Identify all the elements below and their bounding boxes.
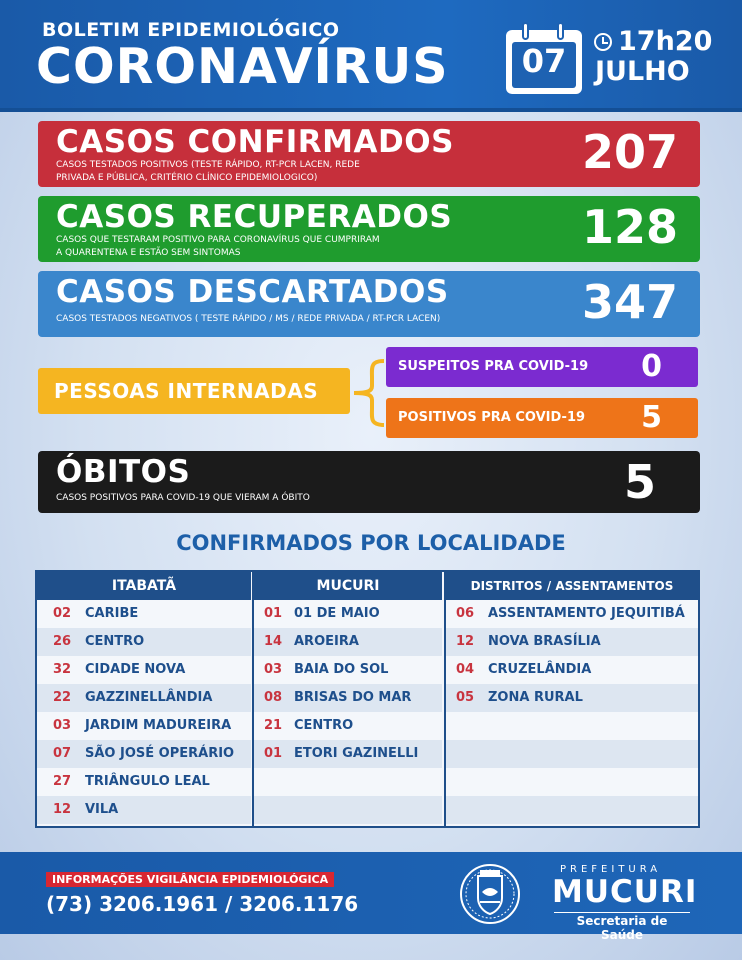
deaths-count: 5: [623, 455, 656, 509]
locality-column-districts: [444, 572, 698, 826]
phone-numbers: (73) 3206.1961 / 3206.1176: [46, 892, 359, 916]
table-row-empty: [446, 712, 698, 740]
date-day: 07: [521, 42, 567, 80]
table-row: 04 CRUZELÂNDIA: [446, 656, 698, 684]
table-row-empty: [254, 768, 442, 796]
table-row: 01 01 DE MAIO: [254, 600, 442, 628]
bulletin-time: 17h20: [618, 26, 713, 57]
hospitalized-label: PESSOAS INTERNADAS: [38, 368, 350, 414]
recovered-cases-description: CASOS QUE TESTARAM POSITIVO PARA CORONAVÍRUS QUE CUMPRIRAM A QUARENTENA E ESTÃO SEM SINTOMAS: [56, 235, 380, 258]
suspected-covid-card: [386, 347, 698, 387]
recovered-cases-title: CASOS RECUPERADOS: [56, 199, 453, 235]
deaths-title: ÓBITOS: [56, 454, 191, 490]
calendar-icon: [506, 30, 582, 94]
table-row: 01 ETORI GAZINELLI: [254, 740, 442, 768]
table-row: 12 VILA: [37, 796, 251, 824]
prefeitura-label: PREFEITURA: [560, 864, 662, 875]
table-row: 07 SÃO JOSÉ OPERÁRIO: [37, 740, 251, 768]
positive-covid-card: [386, 398, 698, 438]
column-header: DISTRITOS / ASSENTAMENTOS: [446, 572, 698, 600]
locality-column-itabata: [37, 572, 251, 826]
health-secretariat-label: Secretaria de Saúde: [554, 912, 690, 942]
table-row: 22 GAZZINELLÂNDIA: [37, 684, 251, 712]
positive-covid-count: 5: [641, 400, 662, 435]
locality-table: [35, 570, 700, 828]
table-row: 32 CIDADE NOVA: [37, 656, 251, 684]
locality-column-mucuri: [252, 572, 442, 826]
table-row: 08 BRISAS DO MAR: [254, 684, 442, 712]
locality-section-title: CONFIRMADOS POR LOCALIDADE: [176, 531, 566, 555]
table-row: 05 ZONA RURAL: [446, 684, 698, 712]
curly-brace-icon: [350, 358, 386, 428]
city-name: MUCURI: [552, 874, 698, 910]
table-row-empty: [446, 740, 698, 768]
suspected-covid-label: SUSPEITOS PRA COVID-19: [398, 359, 589, 374]
table-row-empty: [446, 768, 698, 796]
recovered-cases-count: 128: [581, 200, 678, 254]
positive-covid-label: POSITIVOS PRA COVID-19: [398, 410, 586, 425]
deaths-description: CASOS POSITIVOS PARA COVID-19 QUE VIERAM A ÓBITO: [56, 493, 310, 503]
confirmed-cases-title: CASOS CONFIRMADOS: [56, 124, 454, 160]
deaths-card: [38, 451, 700, 513]
discarded-cases-title: CASOS DESCARTADOS: [56, 274, 449, 310]
bulletin-month: JULHO: [595, 56, 690, 87]
table-row: 27 TRIÂNGULO LEAL: [37, 768, 251, 796]
column-header: ITABATÃ: [37, 572, 251, 600]
clock-icon: [594, 33, 612, 51]
bulletin-title: CORONAVÍRUS: [36, 38, 449, 95]
table-row: 21 CENTRO: [254, 712, 442, 740]
table-row: 02 CARIBE: [37, 600, 251, 628]
header-banner: [0, 0, 742, 112]
city-crest-logo: [458, 862, 522, 926]
suspected-covid-count: 0: [641, 349, 662, 384]
recovered-cases-card: [38, 196, 700, 262]
discarded-cases-description: CASOS TESTADOS NEGATIVOS ( TESTE RÁPIDO / MS / REDE PRIVADA / RT-PCR LACEN): [56, 314, 441, 324]
footer-banner: [0, 852, 742, 942]
table-row: 26 CENTRO: [37, 628, 251, 656]
bulletin-subtitle: BOLETIM EPIDEMIOLÓGICO: [42, 19, 340, 41]
table-row: 12 NOVA BRASÍLIA: [446, 628, 698, 656]
confirmed-cases-description: CASOS TESTADOS POSITIVOS (TESTE RÁPIDO, RT-PCR LACEN, REDE PRIVADA E PÚBLICA, CRITÉRIO CLÍNICO EPIDEMIOLOGICO): [56, 160, 360, 183]
table-row: 03 JARDIM MADUREIRA: [37, 712, 251, 740]
table-row-empty: [254, 796, 442, 824]
table-row: 03 BAIA DO SOL: [254, 656, 442, 684]
column-header: MUCURI: [254, 572, 442, 600]
discarded-cases-count: 347: [581, 275, 678, 329]
table-row: 06 ASSENTAMENTO JEQUITIBÁ: [446, 600, 698, 628]
info-label: INFORMAÇÕES VIGILÂNCIA EPIDEMIOLÓGICA: [46, 872, 334, 887]
table-row: 14 AROEIRA: [254, 628, 442, 656]
discarded-cases-card: [38, 271, 700, 337]
confirmed-cases-count: 207: [581, 125, 678, 179]
table-row-empty: [446, 796, 698, 824]
confirmed-cases-card: [38, 121, 700, 187]
